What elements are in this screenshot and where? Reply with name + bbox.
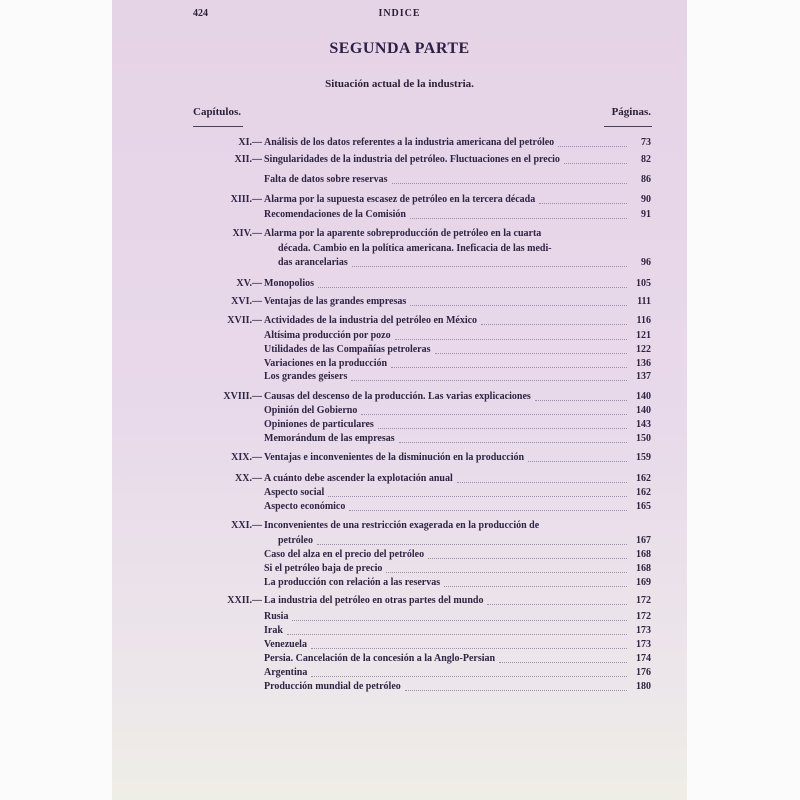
chapter-entry (112, 243, 687, 257)
subentry (112, 653, 687, 667)
dot-leader (361, 405, 627, 415)
dot-leader (292, 611, 627, 621)
entry-title: Actividades de la industria del petróleo en México (264, 315, 478, 326)
subentry (112, 549, 687, 563)
subentry (112, 577, 687, 591)
chapter-entry (112, 535, 687, 549)
subentry (112, 358, 687, 372)
dot-leader (391, 358, 627, 368)
chapter-numeral: XVII.— (227, 315, 262, 326)
entry-title: Ventajas de las grandes empresas (264, 296, 407, 307)
page-reference: 90 (641, 194, 651, 205)
chapter-entry (112, 473, 687, 487)
chapter-numeral: XIII.— (230, 194, 262, 205)
chapter-entry (112, 520, 687, 534)
chapter-numeral: XI.— (238, 137, 262, 148)
page-reference: 137 (636, 371, 651, 382)
page-reference: 162 (636, 487, 651, 498)
chapter-entry (112, 228, 687, 242)
subentry (112, 330, 687, 344)
page-reference: 91 (641, 209, 651, 220)
entry-title: Monopolios (264, 278, 315, 289)
subentry (112, 563, 687, 577)
dot-leader (528, 452, 627, 462)
subentry (112, 209, 687, 223)
page-reference: 174 (636, 653, 651, 664)
dot-leader (351, 371, 627, 381)
dot-leader (318, 278, 627, 288)
entry-title: Opinión del Gobierno (264, 405, 358, 416)
entry-title: A cuánto debe ascender la explotación anual (264, 473, 453, 484)
page-reference: 172 (636, 595, 651, 606)
part-title: SEGUNDA PARTE (329, 40, 470, 57)
dot-leader (410, 209, 627, 219)
entry-title: Aspecto económico (264, 501, 346, 512)
page-reference: 73 (641, 137, 651, 148)
dot-leader (564, 154, 627, 164)
page-number: 424 (193, 8, 208, 19)
page-reference: 159 (636, 452, 651, 463)
entry-title: Alarma por la supuesta escasez de petróleo en la tercera década (264, 194, 536, 205)
page-reference: 140 (636, 405, 651, 416)
running-title: INDICE (378, 8, 421, 19)
page-reference: 173 (636, 639, 651, 650)
entry-title: Utilidades de las Compañías petroleras (264, 344, 431, 355)
page-reference: 167 (636, 534, 651, 546)
subentry (112, 639, 687, 653)
page-reference: 143 (636, 419, 651, 430)
subentry (112, 487, 687, 501)
dot-leader (392, 174, 627, 184)
chapter-numeral: XVI.— (231, 296, 262, 307)
page-reference: 86 (641, 174, 651, 185)
entry-title: Altísima producción por pozo (264, 330, 391, 341)
pages-column-header: Páginas. (611, 106, 651, 118)
entry-title: Argentina (264, 667, 308, 678)
subentry (112, 174, 687, 188)
dot-leader (311, 667, 627, 677)
page-reference: 176 (636, 667, 651, 678)
dot-leader (410, 296, 627, 306)
dot-leader (399, 433, 627, 443)
page-reference: 180 (636, 681, 651, 692)
entry-title: Memorándum de las empresas (264, 433, 395, 444)
dot-leader (349, 501, 627, 511)
chapter-numeral: XV.— (236, 278, 262, 289)
subentry (112, 611, 687, 625)
entry-title: Persia. Cancelación de la concesión a la Anglo-Persian (264, 653, 496, 664)
page-reference: 96 (641, 257, 651, 268)
chapter-entry (112, 595, 687, 609)
chapter-entry (112, 137, 687, 151)
page-reference: 150 (636, 433, 651, 444)
dot-leader (535, 391, 627, 401)
subentry (112, 501, 687, 515)
dot-leader (481, 315, 627, 325)
dot-leader (317, 535, 627, 545)
chapter-numeral: XXII.— (227, 595, 262, 606)
page-reference: 116 (636, 315, 651, 326)
entry-title: Alarma por la aparente sobreproducción de petróleo en la cuarta (264, 228, 542, 239)
entry-title: Recomendaciones de la Comisión (264, 209, 406, 220)
page-reference: 169 (636, 577, 651, 588)
dot-leader (487, 595, 627, 605)
entry-title: Variaciones en la producción (264, 358, 388, 369)
dot-leader (395, 330, 627, 340)
entry-title: petróleo (278, 534, 313, 546)
entry-title: Irak (264, 625, 283, 636)
dot-leader (428, 549, 627, 559)
subentry (112, 405, 687, 419)
chapter-entry (112, 154, 687, 168)
entry-title: Causas del descenso de la producción. Las varias explicaciones (264, 391, 531, 402)
chapters-rule (193, 126, 243, 127)
dot-leader (539, 194, 627, 204)
entry-title: década. Cambio en la política americana. Ineficacia de las medi- (278, 242, 552, 254)
page-reference: 121 (636, 330, 651, 341)
dot-leader (311, 639, 627, 649)
chapter-entry (112, 452, 687, 466)
chapter-entry (112, 315, 687, 329)
entry-title: Si el petróleo baja de precio (264, 563, 383, 574)
subentry (112, 667, 687, 681)
dot-leader (378, 419, 627, 429)
page-reference: 122 (636, 344, 651, 355)
entry-title: Falta de datos sobre reservas (264, 174, 388, 185)
book-page (112, 0, 687, 800)
entry-title: Singularidades de la industria del petróleo. Fluctuaciones en el precio (264, 154, 560, 165)
subentry (112, 625, 687, 639)
entry-title: Los grandes geisers (264, 371, 348, 382)
dot-leader (386, 563, 627, 573)
page-reference: 173 (636, 625, 651, 636)
chapter-entry (112, 391, 687, 405)
chapter-entry (112, 296, 687, 310)
page-reference: 162 (636, 473, 651, 484)
dot-leader (352, 257, 627, 267)
subentry (112, 433, 687, 447)
section-title: Situación actual de la industria. (325, 78, 474, 90)
dot-leader (287, 625, 627, 635)
subentry (112, 681, 687, 695)
chapter-entry (112, 194, 687, 208)
page-reference: 172 (636, 611, 651, 622)
entry-title: Inconvenientes de una restricción exagerada en la producción de (264, 520, 540, 531)
subentry (112, 419, 687, 433)
dot-leader (457, 473, 627, 483)
dot-leader (558, 137, 627, 147)
page-reference: 136 (636, 358, 651, 369)
chapter-numeral: XXI.— (231, 520, 262, 531)
entry-title: Producción mundial de petróleo (264, 681, 401, 692)
entry-title: Aspecto social (264, 487, 325, 498)
chapter-numeral: XIV.— (232, 228, 262, 239)
page-reference: 105 (636, 278, 651, 289)
entry-title: La industria del petróleo en otras partes del mundo (264, 595, 484, 606)
chapter-numeral: XX.— (235, 473, 262, 484)
dot-leader (444, 577, 627, 587)
page-reference: 82 (641, 154, 651, 165)
entry-title: Ventajas e inconvenientes de la disminución en la producción (264, 452, 525, 463)
subentry (112, 371, 687, 385)
page-reference: 165 (636, 501, 651, 512)
dot-leader (328, 487, 627, 497)
pages-rule (604, 126, 652, 127)
chapter-numeral: XVIII.— (223, 391, 262, 402)
chapter-entry (112, 278, 687, 292)
page-reference: 168 (636, 563, 651, 574)
dot-leader (435, 344, 627, 354)
chapter-numeral: XIX.— (231, 452, 262, 463)
entry-title: Rusia (264, 611, 289, 622)
subentry (112, 344, 687, 358)
dot-leader (405, 681, 627, 691)
entry-title: Análisis de los datos referentes a la industria americana del petróleo (264, 137, 555, 148)
dot-leader (499, 653, 627, 663)
entry-title: Caso del alza en el precio del petróleo (264, 549, 425, 560)
entry-title: La producción con relación a las reservas (264, 577, 441, 588)
chapter-numeral: XII.— (234, 154, 262, 165)
chapters-column-header: Capítulos. (193, 106, 241, 118)
entry-title: das arancelarias (278, 257, 348, 268)
entry-title: Venezuela (264, 639, 307, 650)
entry-title: Opiniones de particulares (264, 419, 374, 430)
page-reference: 111 (637, 296, 651, 307)
chapter-entry (112, 257, 687, 271)
page-reference: 140 (636, 391, 651, 402)
page-reference: 168 (636, 549, 651, 560)
